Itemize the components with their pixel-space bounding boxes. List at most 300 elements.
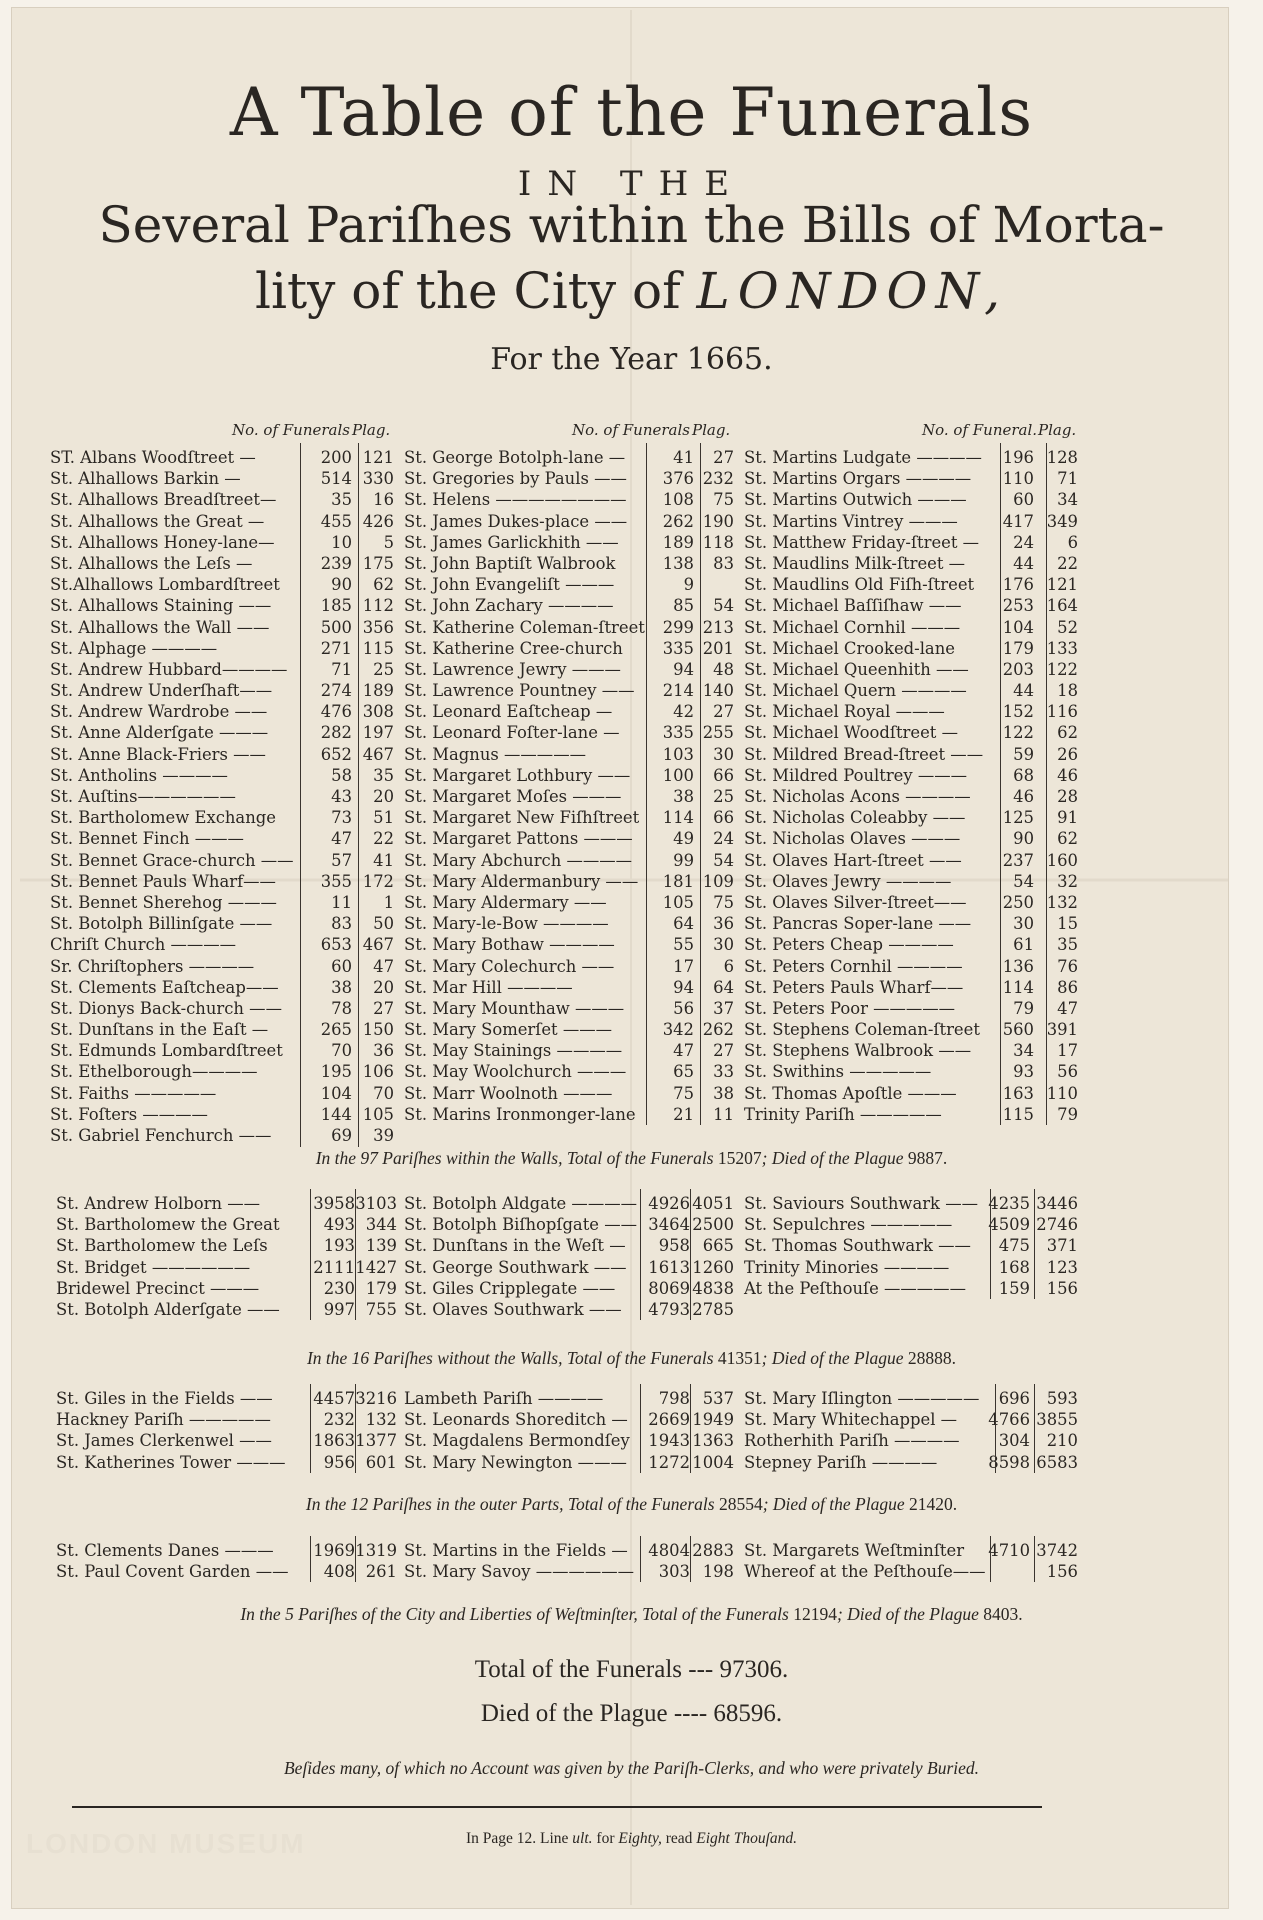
parish-name: St. Edmunds Lombardſtreet (50, 1041, 283, 1061)
parish-name: Hackney Pariſh ————— (56, 1410, 271, 1430)
parish-name: St. Bartholomew the Leſs (56, 1236, 268, 1256)
summary-outer-parts (0, 1494, 1263, 1515)
plague-count: 308 (362, 702, 394, 722)
plague-count: 344 (365, 1215, 397, 1235)
parish-row (744, 934, 1078, 955)
plague-count: 601 (365, 1452, 397, 1472)
funerals-count: 79 (1013, 998, 1034, 1018)
plague-count: 2883 (692, 1541, 734, 1560)
parish-row (404, 1278, 734, 1299)
parish-row (404, 532, 734, 553)
funerals-count: 105 (662, 892, 694, 912)
parish-name: St. Clements Eaſtcheap—— (50, 977, 279, 997)
column-rule (310, 1536, 311, 1582)
parish-row (404, 1561, 734, 1582)
section1-col3 (744, 447, 1078, 1125)
funerals-count: 69 (331, 1126, 352, 1145)
parish-row (744, 765, 1078, 786)
parish-name: St. Helens ———————— (404, 490, 627, 510)
parish-row (744, 1061, 1078, 1082)
parish-row (404, 553, 734, 574)
parish-row (744, 659, 1078, 680)
funerals-count: 38 (331, 977, 352, 997)
parish-row (56, 1388, 397, 1409)
funerals-count: 24 (1013, 532, 1034, 552)
parish-name: St. Botolph Alderſgate —— (56, 1299, 280, 1319)
column-rule (700, 443, 701, 1125)
parish-name: St. Lawrence Jewry ——— (404, 659, 621, 679)
plague-count: 3103 (355, 1194, 397, 1213)
parish-row (50, 595, 394, 616)
funerals-count: 265 (320, 1020, 352, 1040)
funerals-count: 958 (658, 1236, 690, 1256)
funerals-count: 55 (673, 935, 694, 955)
summary-prefix: In the 12 Pariſhes in the outer Parts, Total of the Funerals (305, 1494, 715, 1514)
funerals-count: 250 (1002, 892, 1034, 912)
parish-name: St. Thomas Southwark —— (744, 1236, 971, 1256)
title-line-parishes: Several Pariſhes within the Bills of Morta- (98, 196, 1165, 254)
parish-row (744, 701, 1078, 722)
parish-row (50, 1104, 394, 1125)
parish-name: St. Paul Covent Garden —— (56, 1562, 289, 1582)
title-city-name: LONDON, (696, 262, 1008, 320)
funerals-count: 4710 (988, 1541, 1030, 1560)
parish-row (404, 934, 734, 955)
plague-count: 467 (362, 744, 394, 764)
parish-name: St. May Stainings ———— (404, 1041, 623, 1061)
plague-count: 330 (362, 469, 394, 489)
plague-count: 11 (713, 1104, 734, 1124)
column-rule (640, 1384, 641, 1473)
total-plague: Died of the Plague ---- 68596. (480, 1700, 783, 1727)
plague-count: 50 (373, 914, 394, 934)
parish-name: At the Peſthouſe ————— (744, 1278, 966, 1298)
funerals-count: 203 (1002, 659, 1034, 679)
parish-name: St. Andrew Underſhaft—— (50, 681, 273, 701)
column-rule (1034, 1189, 1035, 1299)
plague-count: 1427 (355, 1257, 397, 1277)
plague-count: 123 (1046, 1257, 1078, 1277)
summary-mid: ; Died of the Plague (761, 1348, 904, 1368)
parish-name: St. Alhallows the Leſs — (50, 553, 253, 573)
parish-name: St. Katherine Cree-church (404, 638, 623, 658)
parish-name: St. Olaves Jewry ———— (744, 871, 952, 891)
plague-count: 46 (1057, 765, 1078, 785)
plague-count: 15 (1057, 914, 1078, 934)
parish-row (404, 1019, 734, 1040)
parish-name: St. John Zachary ———— (404, 596, 614, 616)
parish-name: St. Anne Black-Friers —— (50, 744, 266, 764)
funerals-count: 30 (1013, 914, 1034, 934)
column-rule (358, 443, 359, 1147)
parish-name: St. Martins in the Fields — (404, 1541, 628, 1560)
funerals-count: 65 (673, 1062, 694, 1082)
parish-name: St. Mary Colechurch —— (404, 956, 615, 976)
funerals-count: 376 (662, 469, 694, 489)
plague-count: 133 (1046, 638, 1078, 658)
parish-name: St. Mary Newington ——— (404, 1452, 627, 1472)
parish-name: St. Clements Danes ——— (56, 1541, 274, 1560)
parish-row (50, 1040, 394, 1061)
funerals-count: 78 (331, 998, 352, 1018)
parish-name: St. Alhallows the Great — (50, 511, 265, 531)
parish-name: St. Michael Quern ———— (744, 681, 967, 701)
errata-for: for (596, 1830, 615, 1847)
funerals-count: 997 (323, 1299, 355, 1319)
parish-name: St. Bennet Grace-church —— (50, 850, 294, 870)
parish-row (404, 638, 734, 659)
plague-count: 24 (713, 829, 734, 849)
parish-name: St. Mildred Bread-ſtreet —— (744, 744, 984, 764)
parish-row (404, 1540, 734, 1561)
parish-row (50, 1061, 394, 1082)
parish-row (50, 468, 394, 489)
funerals-count: 2111 (313, 1257, 355, 1277)
plague-count: 51 (373, 808, 394, 828)
parish-name: St. Alphage ———— (50, 638, 218, 658)
parish-row (50, 1125, 394, 1146)
plague-count: 665 (702, 1236, 734, 1256)
plague-count: 349 (1046, 511, 1078, 531)
parish-row (404, 1104, 734, 1125)
parish-name: St. Leonard Eaſtcheap — (404, 702, 613, 722)
parish-row (744, 1278, 1078, 1299)
parish-row (404, 828, 734, 849)
parish-name: St. Michael Cornhil ——— (744, 617, 961, 637)
parish-row (50, 871, 394, 892)
parish-row (50, 574, 394, 595)
parish-name: St. Bridget —————— (56, 1257, 251, 1277)
funerals-count: 71 (331, 659, 352, 679)
plague-count: 261 (365, 1562, 397, 1582)
funerals-count: 42 (673, 702, 694, 722)
parish-name: Chriſt Church ———— (50, 935, 237, 955)
plague-count: 30 (713, 935, 734, 955)
parish-name: St. Peters Poor ————— (744, 998, 956, 1018)
funerals-count: 38 (673, 787, 694, 806)
funerals-count: 262 (662, 511, 694, 531)
column-rule (1034, 1536, 1035, 1582)
funerals-count: 303 (658, 1562, 690, 1582)
parish-name: St. Dionys Back-church —— (50, 998, 282, 1018)
plague-count: 1319 (355, 1541, 397, 1560)
summary-mid: ; Died of the Plague (761, 1148, 904, 1168)
funerals-count: 44 (1013, 681, 1034, 701)
funerals-count: 4766 (988, 1410, 1030, 1430)
plague-count: 2785 (692, 1299, 734, 1319)
funerals-count: 125 (1002, 808, 1034, 828)
summary-prefix: In the 97 Pariſhes within the Walls, Total of the Funerals (315, 1148, 714, 1168)
parish-row (404, 1388, 734, 1409)
parish-row (744, 532, 1078, 553)
plague-count: 189 (362, 681, 394, 701)
parish-row (50, 1019, 394, 1040)
parish-row (404, 1214, 734, 1235)
funerals-count: 4457 (313, 1389, 355, 1408)
summary-plague: 28888. (907, 1348, 957, 1368)
funerals-count: 163 (1002, 1083, 1034, 1103)
funerals-count: 73 (331, 808, 352, 828)
plague-count: 121 (362, 448, 394, 467)
section2-col2 (404, 1193, 734, 1320)
title-year: For the Year 1665. (490, 342, 773, 377)
funerals-count: 500 (320, 617, 352, 637)
parish-row (404, 1257, 734, 1278)
parish-name: St. Margarets Weſtminſter (744, 1541, 965, 1560)
parish-row (744, 489, 1078, 510)
parish-row (404, 680, 734, 701)
parish-name: St. Mary Aldermary —— (404, 892, 607, 912)
funerals-count: 159 (998, 1278, 1030, 1298)
plague-count: 128 (1046, 448, 1078, 467)
plague-count: 156 (1046, 1278, 1078, 1298)
parish-name: St. Dunſtans in the Weſt — (404, 1236, 626, 1256)
parish-row (744, 1040, 1078, 1061)
parish-name: St. Maudlins Milk-ſtreet — (744, 553, 966, 573)
funerals-count: 475 (998, 1236, 1030, 1256)
parish-name: St. Mary Abchurch ———— (404, 850, 633, 870)
parish-row (404, 1083, 734, 1104)
parish-row (404, 511, 734, 532)
funerals-count: 4926 (648, 1194, 690, 1213)
parish-name: St. Andrew Wardrobe —— (50, 702, 268, 722)
funerals-count: 68 (1013, 765, 1034, 785)
parish-row (50, 447, 394, 468)
funerals-count: 44 (1013, 553, 1034, 573)
parish-name: St. Ethelborough———— (50, 1062, 258, 1082)
funerals-count: 46 (1013, 787, 1034, 806)
plague-count: 118 (702, 532, 734, 552)
parish-name: St. Stephens Coleman-ſtreet (744, 1020, 980, 1040)
parish-row (56, 1299, 397, 1320)
funerals-count: 1272 (648, 1452, 690, 1472)
plague-count: 3855 (1036, 1410, 1078, 1430)
funerals-count: 35 (331, 490, 352, 510)
plague-count: 1377 (355, 1431, 397, 1451)
parish-row (404, 871, 734, 892)
section3-col1 (56, 1388, 397, 1473)
plague-count: 467 (362, 935, 394, 955)
parish-name: St. Faiths ————— (50, 1083, 217, 1103)
parish-name: St. Olaves Silver-ſtreet—— (744, 892, 967, 912)
funerals-count: 60 (331, 956, 352, 976)
funerals-count: 195 (320, 1062, 352, 1082)
parish-row (50, 511, 394, 532)
header-funerals-2: No. of Funerals (572, 421, 690, 439)
funerals-count: 237 (1002, 850, 1034, 870)
funerals-count: 47 (673, 1041, 694, 1061)
parish-row (50, 659, 394, 680)
total-funerals: Total of the Funerals --- 97306. (474, 1656, 789, 1683)
parish-row (404, 807, 734, 828)
funerals-count: 408 (323, 1562, 355, 1582)
header-funerals-1: No. of Funerals (232, 421, 350, 439)
plague-count: 213 (702, 617, 734, 637)
funerals-count: 1969 (313, 1541, 355, 1560)
funerals-count: 176 (1002, 575, 1034, 595)
parish-name: St. Bennet Pauls Wharf—— (50, 871, 276, 891)
parish-name: St. Nicholas Olaves ——— (744, 829, 961, 849)
funerals-count: 230 (323, 1278, 355, 1298)
funerals-count: 342 (662, 1020, 694, 1040)
plague-count: 190 (702, 511, 734, 531)
parish-row (404, 998, 734, 1019)
plague-count: 172 (362, 871, 394, 891)
parish-row (50, 828, 394, 849)
funerals-count: 2669 (648, 1410, 690, 1430)
parish-name: Trinity Minories ———— (744, 1257, 950, 1277)
parish-row (50, 1083, 394, 1104)
parish-row (404, 489, 734, 510)
parish-name: St. Martins Orgars ———— (744, 469, 972, 489)
plague-count: 1 (383, 892, 394, 912)
section2-col1 (56, 1193, 397, 1320)
parish-row (50, 722, 394, 743)
parish-row (744, 1214, 1078, 1235)
plague-count: 2500 (692, 1215, 734, 1235)
parish-row (404, 786, 734, 807)
plague-count: 150 (362, 1020, 394, 1040)
plague-count: 91 (1057, 808, 1078, 828)
plague-count: 232 (702, 469, 734, 489)
plague-count: 27 (713, 448, 734, 467)
funerals-count: 4793 (648, 1299, 690, 1319)
parish-row (50, 892, 394, 913)
plague-count: 52 (1057, 617, 1078, 637)
plague-count: 255 (702, 723, 734, 743)
errata-wrong: Eighty, (618, 1830, 662, 1847)
plague-count: 75 (713, 490, 734, 510)
parish-row (404, 913, 734, 934)
parish-name: St. Bennet Finch ——— (50, 829, 244, 849)
plague-count: 86 (1057, 977, 1078, 997)
column-rule (1046, 443, 1047, 1125)
funerals-count: 1613 (648, 1257, 690, 1277)
parish-row (50, 850, 394, 871)
parish-name: St. Botolph Billinſgate —— (50, 914, 273, 934)
parish-name: St. Peters Cornhil ———— (744, 956, 963, 976)
plague-count: 26 (1057, 744, 1078, 764)
funerals-count: 104 (320, 1083, 352, 1103)
museum-watermark: LONDON MUSEUM (26, 1828, 306, 1859)
header-funerals-3: No. of Funeral. (922, 421, 1038, 439)
summary-funerals: 41351 (717, 1348, 762, 1368)
parish-name: St. Martins Ludgate ———— (744, 448, 982, 467)
errata-correct: Eight Thouſand. (696, 1830, 798, 1847)
parish-row (56, 1278, 397, 1299)
plague-count: 47 (373, 956, 394, 976)
parish-row (56, 1193, 397, 1214)
parish-row (744, 1430, 1078, 1451)
parish-name: St. Alhallows Breadſtreet— (50, 490, 277, 510)
parish-row (404, 892, 734, 913)
plague-count: 20 (373, 787, 394, 806)
parish-name: St.Alhallows Lombardſtreet (50, 575, 280, 595)
parish-row (50, 701, 394, 722)
parish-row (404, 765, 734, 786)
parish-row (744, 1409, 1078, 1430)
plague-count: 1949 (692, 1410, 734, 1430)
parish-row (56, 1430, 397, 1451)
column-rule (990, 1536, 991, 1582)
parish-row (404, 468, 734, 489)
section3-col3 (744, 1388, 1078, 1473)
parish-name: St. Michael Crooked-lane (744, 638, 955, 658)
parish-name: St. Bartholomew Exchange (50, 808, 276, 828)
plague-count: 39 (373, 1126, 394, 1145)
plague-count: 105 (362, 1104, 394, 1124)
parish-name: St. George Southwark —— (404, 1257, 627, 1277)
plague-count: 156 (1046, 1562, 1078, 1582)
funerals-count: 271 (320, 638, 352, 658)
parish-row (404, 1409, 734, 1430)
parish-name: St. Peters Cheap ———— (744, 935, 954, 955)
plague-count: 391 (1046, 1020, 1078, 1040)
parish-row (744, 553, 1078, 574)
funerals-count: 17 (673, 956, 694, 976)
parish-name: St. Mary Iſlington ————— (744, 1389, 980, 1408)
plague-count: 198 (702, 1562, 734, 1582)
plague-count: 48 (713, 659, 734, 679)
funerals-count: 49 (673, 829, 694, 849)
parish-row (744, 850, 1078, 871)
funerals-count: 90 (1013, 829, 1034, 849)
plague-count: 2746 (1036, 1215, 1078, 1235)
funerals-count: 122 (1002, 723, 1034, 743)
parish-row (56, 1561, 397, 1582)
parish-row (744, 807, 1078, 828)
plague-count: 20 (373, 977, 394, 997)
plague-count: 3742 (1036, 1541, 1078, 1560)
parish-row (744, 1019, 1078, 1040)
parish-name: St. Giles in the Fields —— (56, 1389, 273, 1408)
parish-row (50, 786, 394, 807)
plague-count: 25 (373, 659, 394, 679)
parish-name: Stepney Pariſh ———— (744, 1452, 938, 1472)
funerals-count: 4235 (988, 1194, 1030, 1213)
plague-count: 3216 (355, 1389, 397, 1408)
plague-count: 116 (1046, 702, 1078, 722)
parish-name: St. Andrew Holborn —— (56, 1194, 261, 1213)
parish-name: St. Lawrence Pountney —— (404, 681, 635, 701)
parish-row (404, 595, 734, 616)
plague-count: 27 (373, 998, 394, 1018)
column-rule (646, 443, 647, 1125)
funerals-count: 43 (331, 787, 352, 806)
funerals-count: 4509 (988, 1215, 1030, 1235)
funerals-count: 956 (323, 1452, 355, 1472)
funerals-count: 54 (1013, 871, 1034, 891)
funerals-count: 11 (331, 892, 352, 912)
parish-name: Whereof at the Peſthouſe—— (744, 1562, 986, 1582)
parish-name: St. Mary Aldermanbury —— (404, 871, 639, 891)
plague-count: 70 (373, 1083, 394, 1103)
plague-count: 121 (1046, 575, 1078, 595)
header-plague-1: Plag. (352, 421, 391, 439)
parish-row (744, 638, 1078, 659)
parish-row (744, 1193, 1078, 1214)
funerals-count: 189 (662, 532, 694, 552)
funerals-count: 168 (998, 1257, 1030, 1277)
column-rule (690, 1384, 691, 1473)
parish-row (404, 722, 734, 743)
plague-count: 537 (702, 1389, 734, 1408)
plague-count: 593 (1046, 1389, 1078, 1408)
funerals-count: 10 (331, 532, 352, 552)
parish-row (744, 595, 1078, 616)
plague-count: 5 (383, 532, 394, 552)
funerals-count: 335 (662, 638, 694, 658)
